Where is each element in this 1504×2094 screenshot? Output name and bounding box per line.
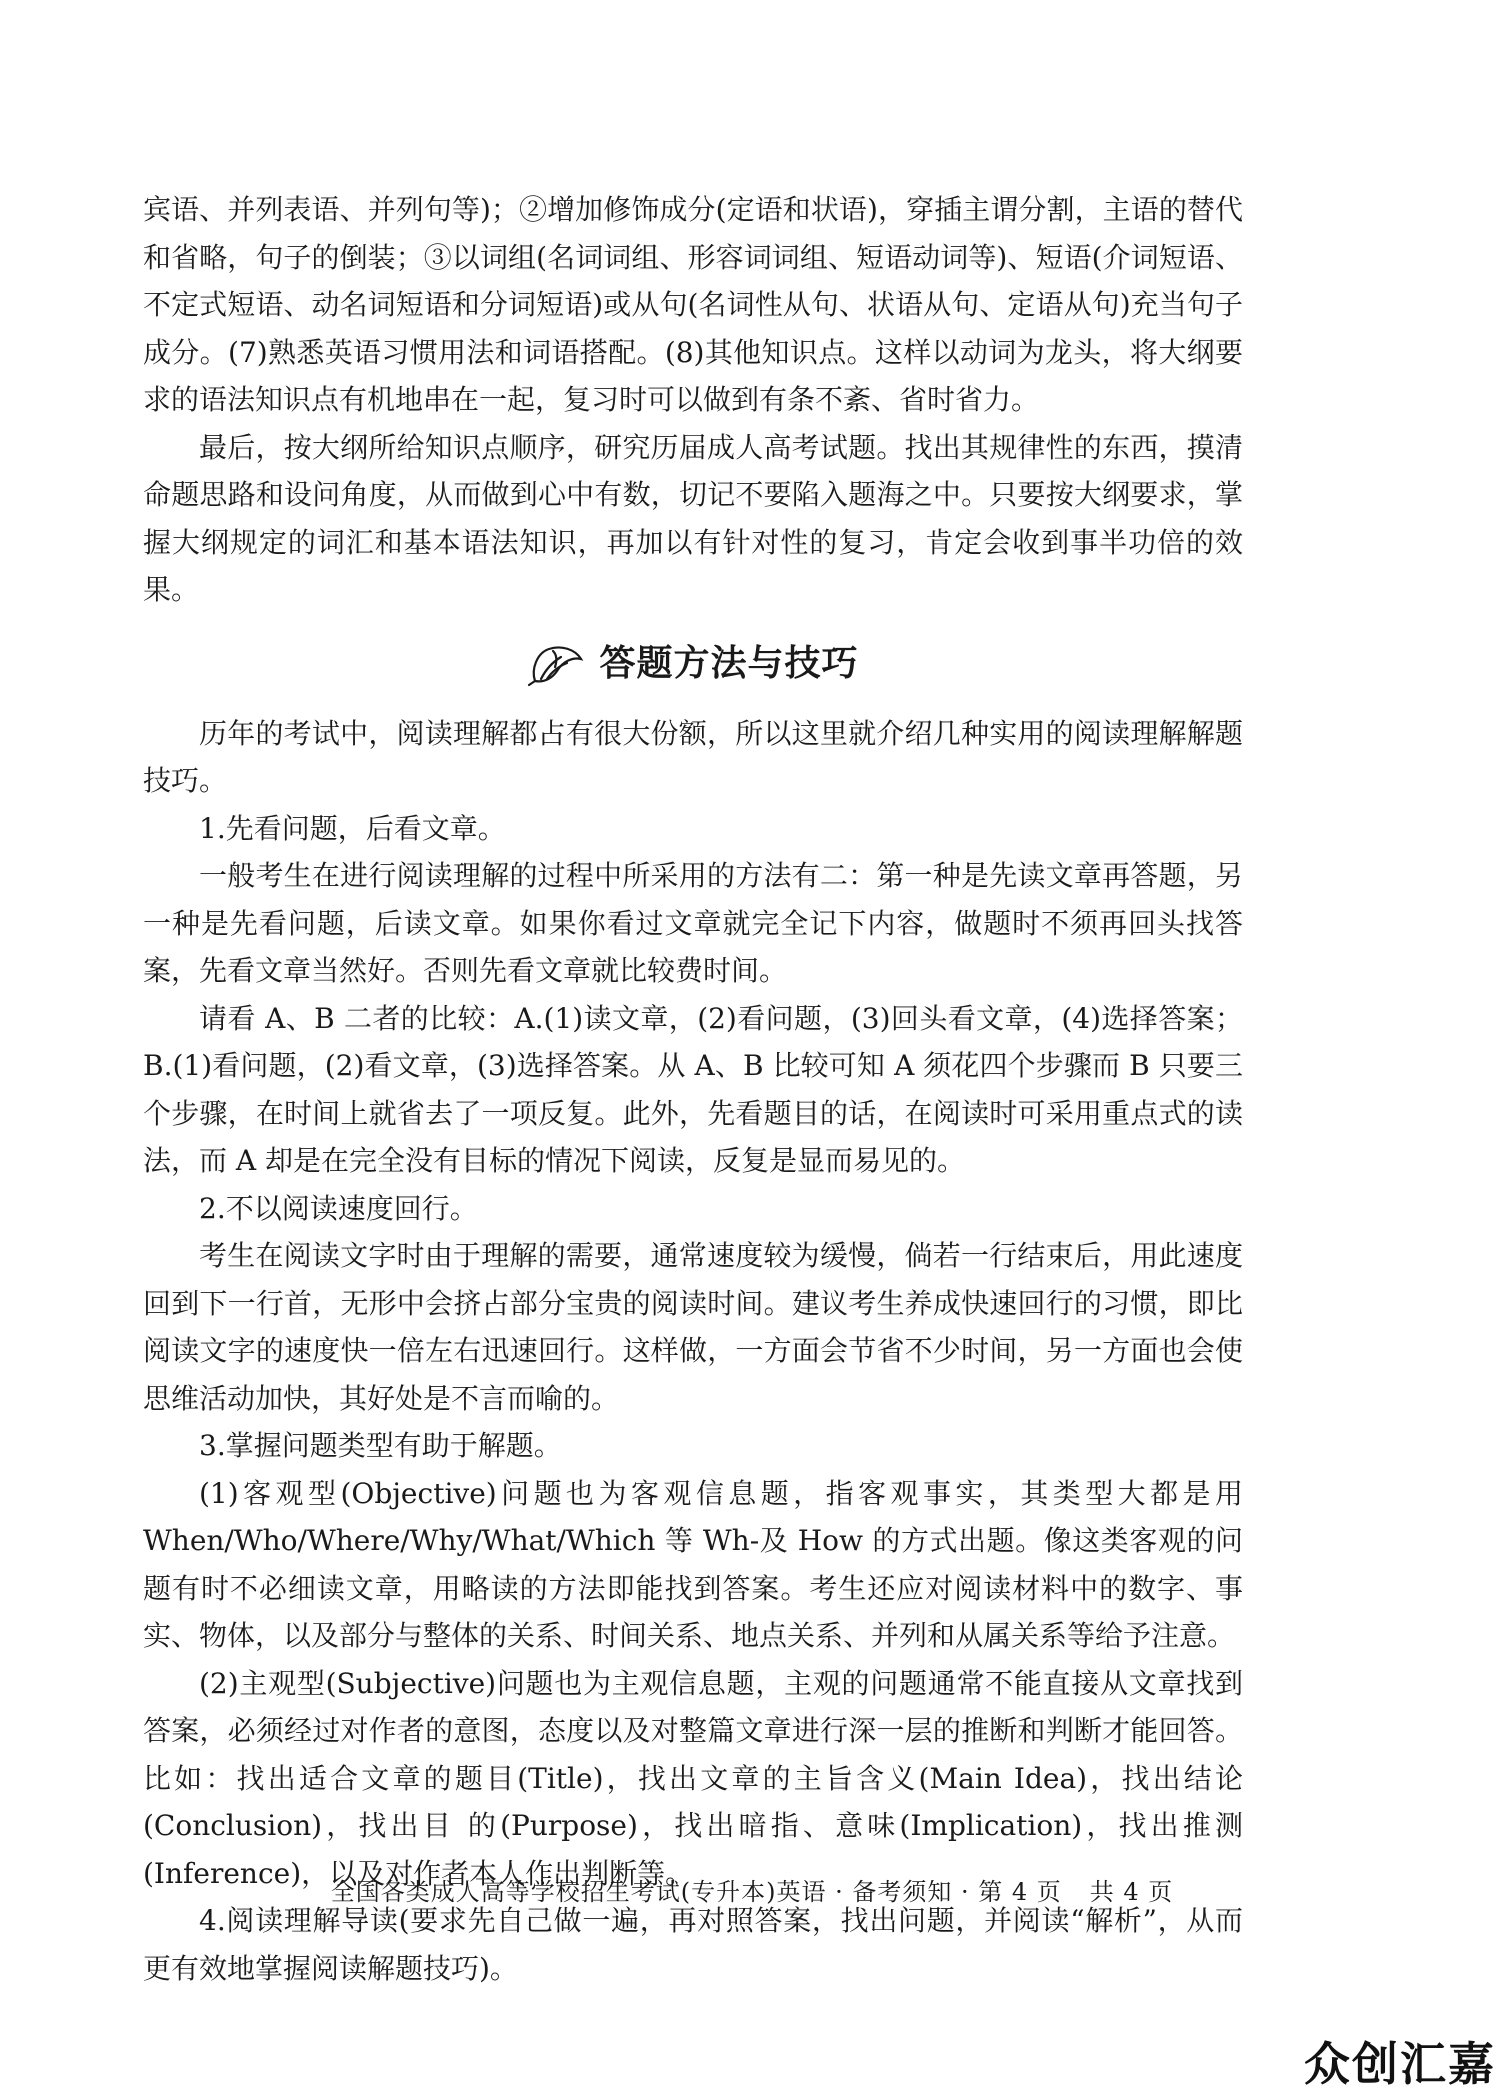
tip-1-title: 1.先看问题，后看文章。 [199, 811, 506, 845]
watermark: 众创汇嘉 [1304, 2037, 1496, 2091]
paragraph-grammar-review: 宾语、并列表语、并列句等)；②增加修饰成分(定语和状语)，穿插主谓分割，主语的替代和省略，句子的倒装；③以词组(名词词组、形容词词组、短语动词等)、短语(介词短语、不定式短语、动名词短语和分词短语)或从句(名词性从句、状语从句、定语从句)充当句子成分。(7)熟悉英语习惯用法和词语搭配。(8)其他知识点。这样以动词为龙头，将大纲要求的语法知识点有机地串在一起，复习时可以做到有条不紊、省时省力。 [143, 193, 1243, 416]
ginkgo-leaf-icon [527, 641, 589, 687]
page-footer [0, 1872, 1504, 1907]
section-heading-text: 答题方法与技巧 [599, 642, 859, 684]
paragraph-intro: 历年的考试中，阅读理解都占有很大份额，所以这里就介绍几种实用的阅读理解解题技巧。 [143, 716, 1243, 797]
footer-total-pages: 共 4 页 [1089, 1878, 1174, 1906]
tip-2-title: 2.不以阅读速度回行。 [199, 1191, 478, 1225]
page-content [143, 186, 1243, 1992]
section-heading [143, 624, 1243, 704]
tip-1-body: 一般考生在进行阅读理解的过程中所采用的方法有二：第一种是先读文章再答题，另一种是先看问题，后读文章。如果你看过文章就完全记下内容，做题时不须再回头找答案，先看文章当然好。否则先看文章就比较费时间。 [143, 859, 1243, 987]
tip-2-body: 考生在阅读文字时由于理解的需要，通常速度较为缓慢，倘若一行结束后，用此速度回到下一行首，无形中会挤占部分宝贵的阅读时间。建议考生养成快速回行的习惯，即比阅读文字的速度快一倍左右迅速回行。这样做，一方面会节省不少时间，另一方面也会使思维活动加快，其好处是不言而喻的。 [143, 1239, 1243, 1415]
tip-1-comparison: 请看 A、B 二者的比较：A.(1)读文章，(2)看问题，(3)回头看文章，(4)选择答案；B.(1)看问题，(2)看文章，(3)选择答案。从 A、B 比较可知 A 须花四个步骤而 B 只要三个步骤，在时间上就省去了一项反复。此外，先看题目的话，在阅读时可采用重点式的读法，而 A 却是在完全没有目标的情况下阅读，反复是显而易见的。 [143, 1001, 1243, 1177]
tip-3-objective: (1)客观型(Objective)问题也为客观信息题，指客观事实，其类型大都是用 When/Who/Where/Why/What/Which 等 Wh-及 How 的方式出题。像这类客观的问题有时不必细读文章，用略读的方法即能找到答案。考生还应对阅读材料中的数字、事实、物体，以及部分与整体的关系、时间关系、地点关系、并列和从属关系等给予注意。 [143, 1476, 1243, 1652]
tip-3-subjective: (2)主观型(Subjective)问题也为主观信息题，主观的问题通常不能直接从文章找到答案，必须经过对作者的意图，态度以及对整篇文章进行深一层的推断和判断才能回答。比如：找出适合文章的题目(Title)，找出文章的主旨含义(Main Idea)，找出结论(Conclusion)，找出目 的(Purpose)，找出暗指、意味(Implication)，找出推测(Inference)，以及对作者本人作出判断等。 [143, 1666, 1243, 1890]
footer-text: 全国各类成人高等学校招生考试(专升本)英语 · 备考须知 · 第 4 页 [330, 1878, 1062, 1906]
tip-4-title: 4.阅读理解导读(要求先自己做一遍，再对照答案，找出问题，并阅读“解析”，从而更有效地掌握阅读解题技巧)。 [143, 1904, 1243, 1985]
tip-3-title: 3.掌握问题类型有助于解题。 [199, 1429, 562, 1462]
paragraph-past-exams: 最后，按大纲所给知识点顺序，研究历届成人高考试题。找出其规律性的东西，摸清命题思路和设问角度，从而做到心中有数，切记不要陷入题海之中。只要按大纲要求，掌握大纲规定的词汇和基本语法知识，再加以有针对性的复习，肯定会收到事半功倍的效果。 [143, 430, 1243, 606]
